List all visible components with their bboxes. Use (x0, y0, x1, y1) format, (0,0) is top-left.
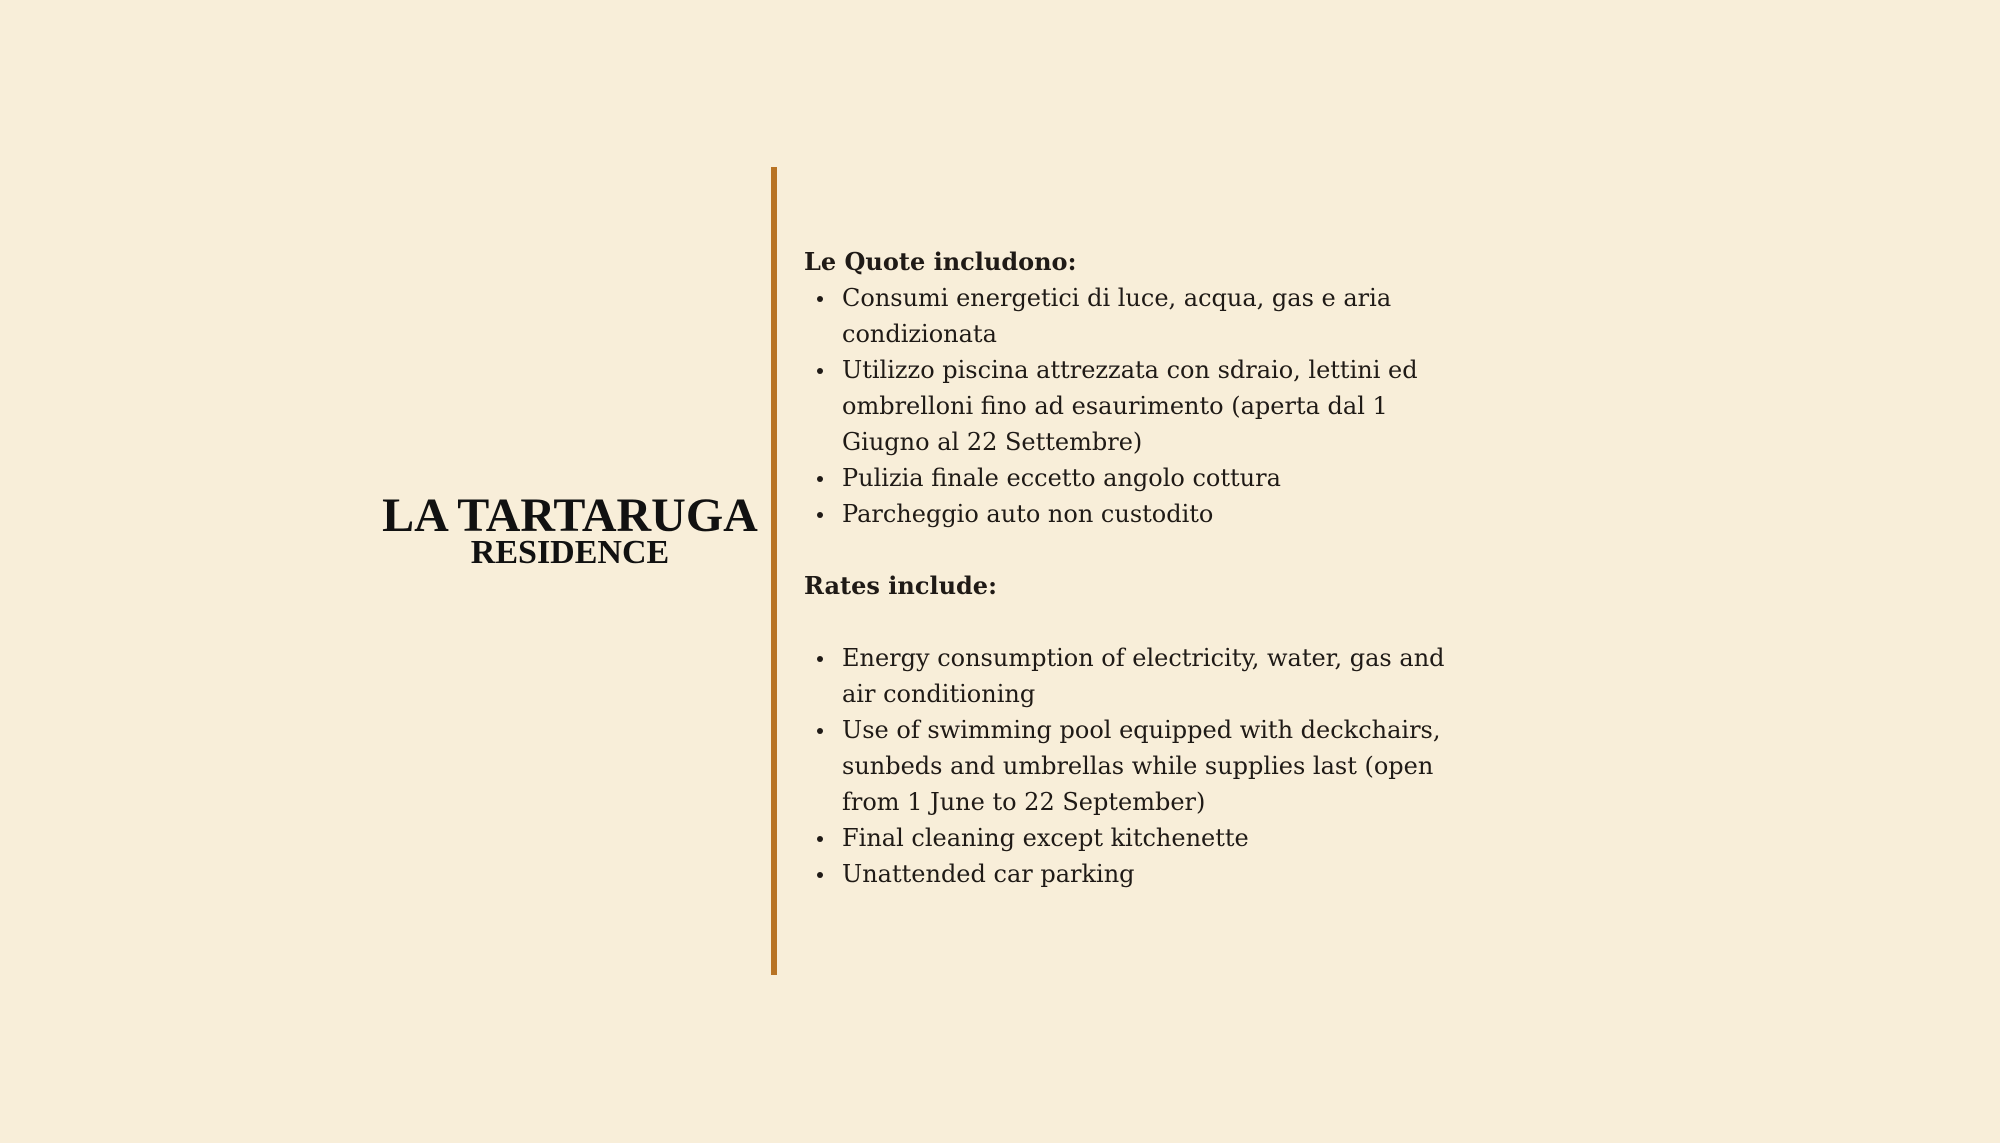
residence-logo (380, 490, 760, 570)
italian-rates-heading: Le Quote includono: (804, 247, 1077, 276)
english-rates-heading: Rates include: (804, 571, 997, 600)
english-rate-item-cleaning: Final cleaning except kitchenette (804, 820, 1464, 856)
residence-subtitle: RESIDENCE (470, 534, 670, 571)
italian-rate-item-pool: Utilizzo piscina attrezzata con sdraio, lettini ed ombrelloni fino ad esaurimento (aperta dal 1 Giugno al 22 Settembre) (804, 352, 1464, 460)
italian-rate-item-electricity: Consumi energetici di luce, acqua, gas e aria condizionata (804, 280, 1464, 352)
english-rates-section (804, 568, 1464, 892)
italian-rate-item-cleaning: Pulizia finale eccetto angolo cottura (804, 460, 1464, 496)
residence-name: LA TARTARUGA (382, 489, 758, 542)
italian-rates-section (804, 244, 1464, 532)
italian-rates-list (804, 280, 1464, 532)
english-rates-list (804, 640, 1464, 892)
italian-rate-item-parking: Parcheggio auto non custodito (804, 496, 1464, 532)
english-rate-item-pool: Use of swimming pool equipped with deckchairs, sunbeds and umbrellas while supplies last (open from 1 June to 22 September) (804, 712, 1464, 820)
rates-content (804, 244, 1464, 892)
english-rate-item-parking: Unattended car parking (804, 856, 1464, 892)
vertical-divider (771, 167, 777, 975)
english-rate-item-energy: Energy consumption of electricity, water, gas and air conditioning (804, 640, 1464, 712)
